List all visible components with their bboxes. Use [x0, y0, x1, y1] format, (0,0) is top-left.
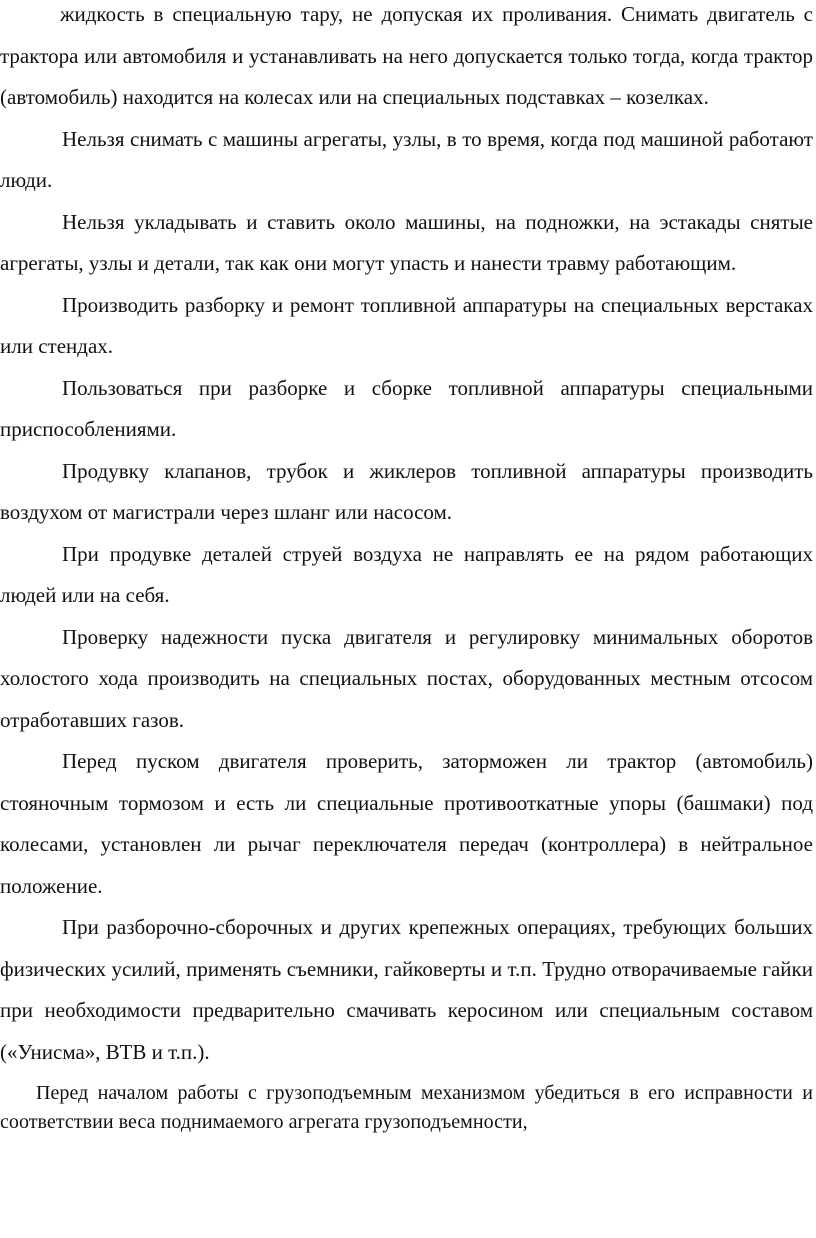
paragraph-2: Нельзя снимать с машины агрегаты, узлы, в то время, когда под машиной работают люди.: [0, 126, 813, 192]
paragraph-3: Нельзя укладывать и ставить около машины, на подножки, на эстакады снятые агрегаты, узлы и детали, так как они могут упасть и нанести травму работающим.: [0, 209, 813, 275]
paragraph-5: Пользоваться при разборке и сборке топливной аппаратуры специальными приспособлениями.: [0, 375, 813, 441]
paragraph-1: жидкость в специальную тару, не допуская их проливания. Снимать двигатель с трактора или автомобиля и устанавливать на него допускается только тогда, когда трактор (автомобиль) находится на колесах или на специальных подставках – козелках.: [0, 2, 813, 109]
paragraph-4: Производить разборку и ремонт топливной аппаратуры на специальных верстаках или стендах.: [0, 292, 813, 358]
paragraph-9: Перед пуском двигателя проверить, заторможен ли трактор (автомобиль) стояночным тормозом и есть ли специальные противооткатные упоры (башмаки) под колесами, установлен ли рычаг переключателя передач (контроллера) в нейтральное положение.: [0, 749, 813, 898]
paragraph-8: Проверку надежности пуска двигателя и регулировку минимальных оборотов холостого хода производить на специальных постах, оборудованных местным отсосом отработавших газов.: [0, 624, 813, 732]
paragraph-6: Продувку клапанов, трубок и жиклеров топливной аппаратуры производить воздухом от магистрали через шланг или насосом.: [0, 458, 813, 524]
paragraph-7: При продувке деталей струей воздуха не направлять ее на рядом работающих людей или на себя.: [0, 541, 813, 607]
paragraph-10: При разборочно-сборочных и других крепежных операциях, требующих больших физических усилий, применять съемники, гайковерты и т.п. Трудно отворачиваемые гайки при необходимости предварительно смачивать керосином или специальным составом («Унисма», ВТВ и т.п.).: [0, 915, 813, 1064]
paragraph-11: Перед началом работы с грузоподъемным механизмом убедиться в его исправности и соответствии веса поднимаемого агрегата грузоподъемности,: [0, 1082, 813, 1133]
